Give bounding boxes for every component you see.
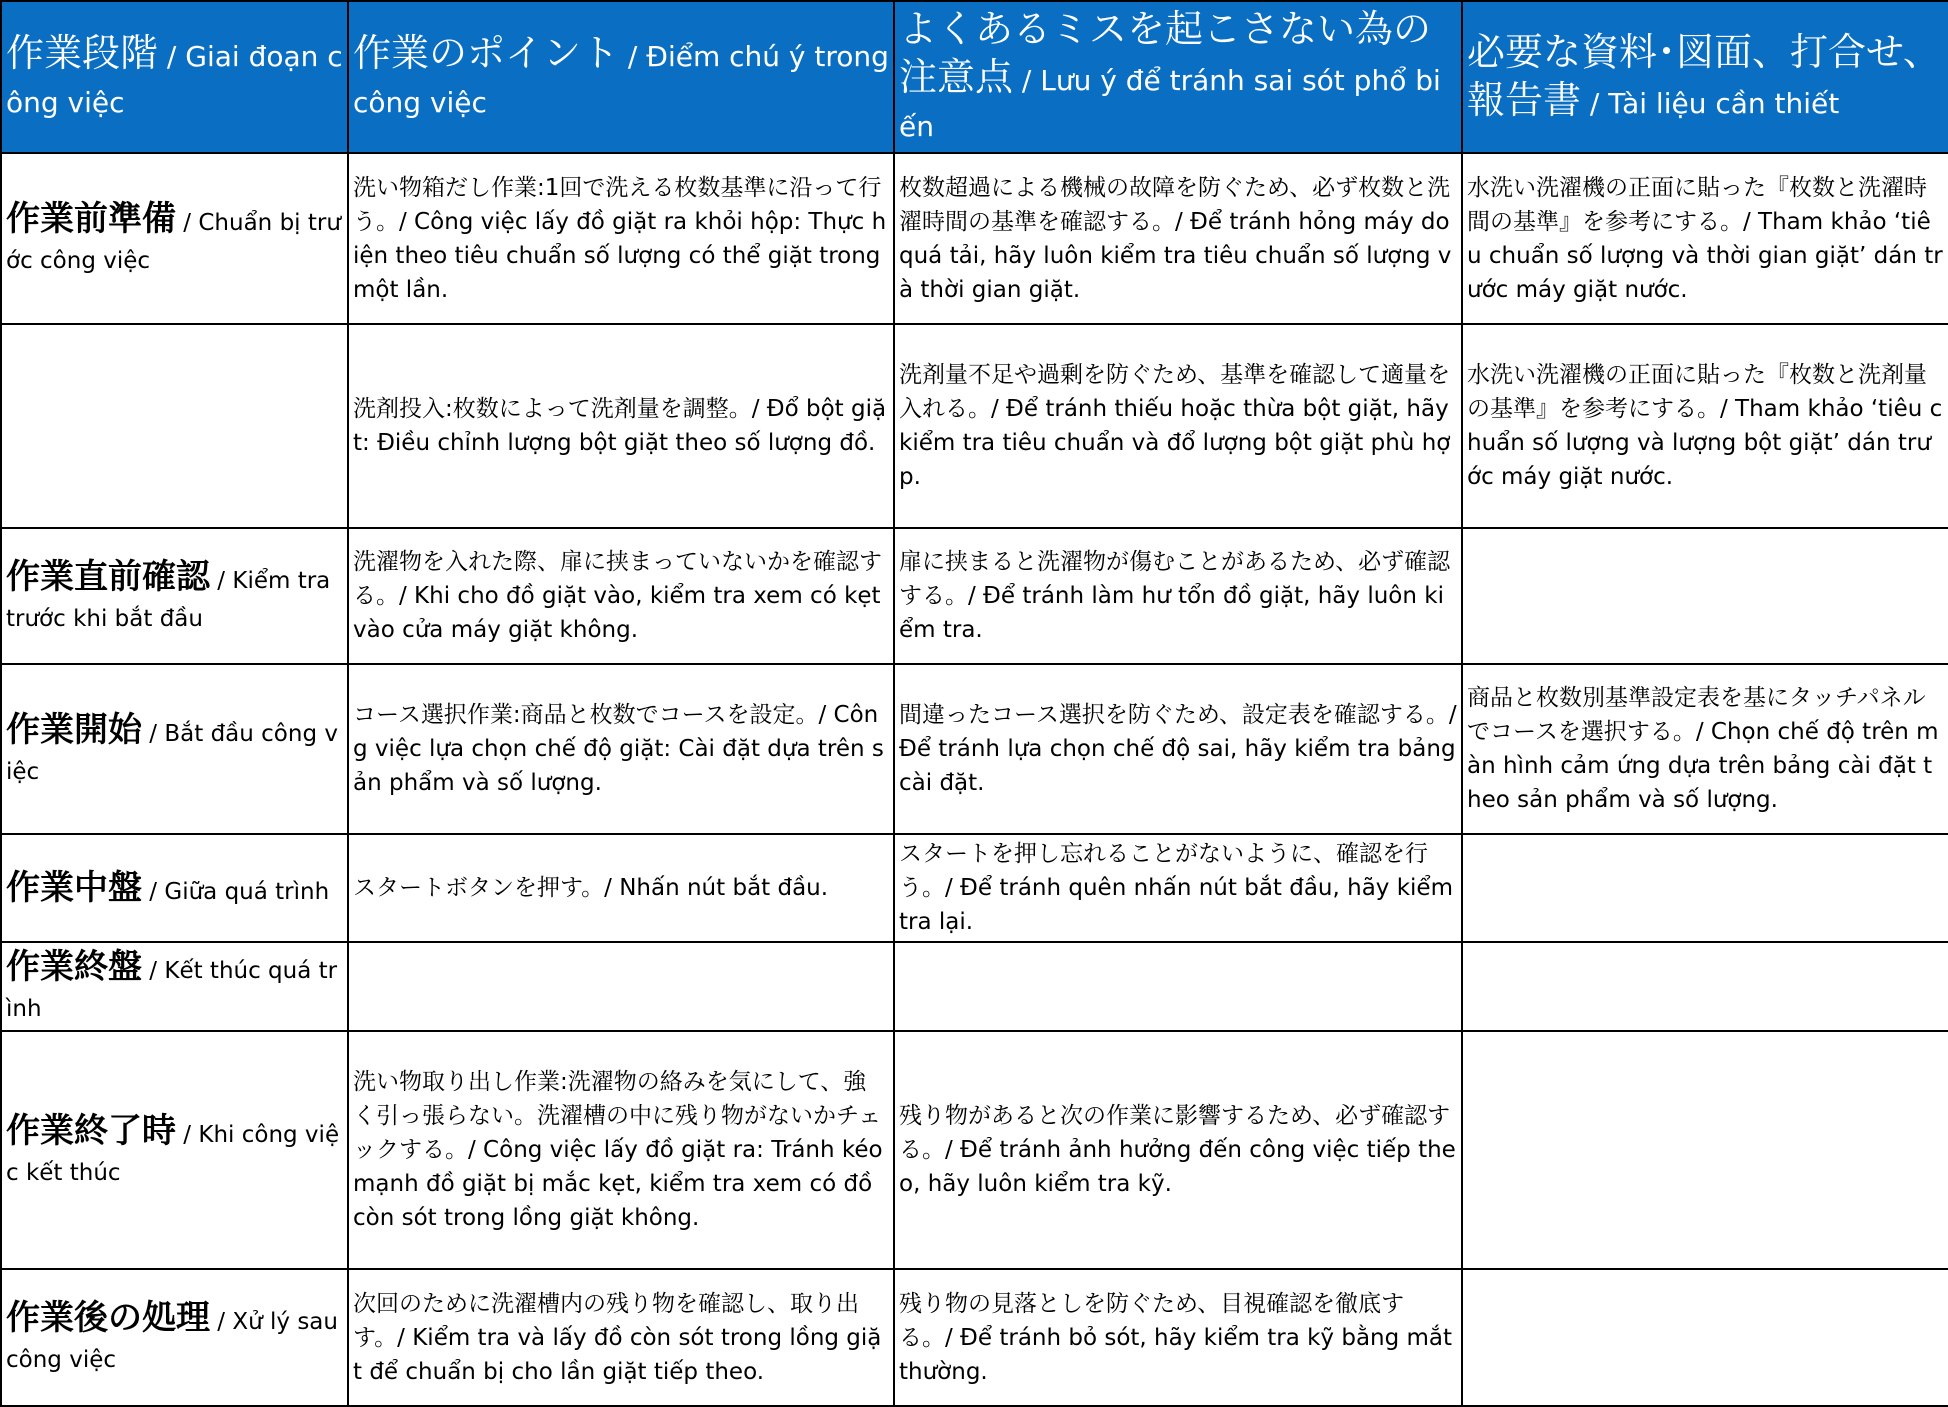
stage-jp: 作業前準備 [6, 199, 176, 239]
caution-cell[interactable]: 残り物の見落としを防ぐため、目視確認を徹底する。/ Để tránh bỏ sót, hãy kiểm tra kỹ bằng mắt thường. [894, 1269, 1462, 1406]
caution-cell[interactable]: 残り物があると次の作業に影響するため、必ず確認する。/ Để tránh ảnh hưởng đến công việc tiếp theo, hãy luôn kiểm tra kỹ. [894, 1031, 1462, 1269]
header-point[interactable] [348, 1, 894, 153]
point-cell[interactable]: 洗い物箱だし作業:1回で洗える枚数基準に沿って行う。/ Công việc lấy đồ giặt ra khỏi hộp: Thực hiện theo tiêu chuẩn số lượng có thể giặt trong một lần. [348, 153, 894, 324]
caution-cell[interactable]: 洗剤量不足や過剰を防ぐため、基準を確認して適量を入れる。/ Để tránh thiếu hoặc thừa bột giặt, hãy kiểm tra tiêu chuẩn và đổ lượng bột giặt phù hợp. [894, 324, 1462, 528]
table-row [1, 324, 1948, 528]
header-point-jp: 作業のポイント [353, 30, 620, 75]
documents-cell[interactable]: 水洗い洗濯機の正面に貼った『枚数と洗濯時間の基準』を参考にする。/ Tham khảo ‘tiêu chuẩn số lượng và thời gian giặt’ dán trước máy giặt nước. [1462, 153, 1948, 324]
stage-cell[interactable] [1, 1269, 348, 1406]
table-row [1, 1031, 1948, 1269]
stage-vi: / Kết thúc quá trình [6, 958, 338, 1022]
point-cell[interactable]: スタートボタンを押す。/ Nhấn nút bắt đầu. [348, 834, 894, 942]
caution-cell[interactable]: 間違ったコース選択を防ぐため、設定表を確認する。/ Để tránh lựa chọn chế độ sai, hãy kiểm tra bảng cài đặt. [894, 664, 1462, 834]
header-caution-jp: よくあるミスを起こさない為の注意点 [899, 6, 1432, 99]
stage-jp: 作業開始 [6, 709, 142, 750]
stage-cell[interactable] [1, 1031, 348, 1269]
stage-cell[interactable] [1, 528, 348, 664]
documents-cell[interactable]: 水洗い洗濯機の正面に貼った『枚数と洗剤量の基準』を参考にする。/ Tham khảo ‘tiêu chuẩn số lượng và lượng bột giặt’ dán trước máy giặt nước. [1462, 324, 1948, 528]
header-row [1, 1, 1948, 153]
caution-cell[interactable]: 枚数超過による機械の故障を防ぐため、必ず枚数と洗濯時間の基準を確認する。/ Để tránh hỏng máy do quá tải, hãy luôn kiểm tra tiêu chuẩn số lượng và thời gian giặt. [894, 153, 1462, 324]
header-documents[interactable] [1462, 1, 1948, 153]
stage-jp: 作業中盤 [6, 867, 142, 908]
stage-jp: 作業後の処理 [6, 1298, 210, 1338]
header-stage[interactable] [1, 1, 348, 153]
point-cell[interactable]: 洗濯物を入れた際、扉に挟まっていないかを確認する。/ Khi cho đồ giặt vào, kiểm tra xem có kẹt vào cửa máy giặt không. [348, 528, 894, 664]
documents-cell[interactable] [1462, 834, 1948, 942]
stage-jp: 作業直前確認 [6, 556, 210, 597]
stage-jp: 作業終了時 [6, 1110, 176, 1151]
table-row [1, 834, 1948, 942]
stage-cell[interactable] [1, 834, 348, 942]
stage-cell[interactable] [1, 324, 348, 528]
table-row [1, 942, 1948, 1031]
documents-cell[interactable] [1462, 1031, 1948, 1269]
stage-vi: / Bắt đầu công việc [6, 720, 338, 785]
header-point-vi: / Điểm chú ý trong công việc [353, 39, 889, 119]
header-caution[interactable] [894, 1, 1462, 153]
stage-cell[interactable] [1, 664, 348, 834]
table-row [1, 153, 1948, 324]
documents-cell[interactable] [1462, 942, 1948, 1031]
point-cell[interactable]: 次回のために洗濯槽内の残り物を確認し、取り出す。/ Kiểm tra và lấy đồ còn sót trong lồng giặt để chuẩn bị cho lần giặt tiếp theo. [348, 1269, 894, 1406]
point-cell[interactable]: 洗い物取り出し作業:洗濯物の絡みを気にして、強く引っ張らない。洗濯槽の中に残り物がないかチェックする。/ Công việc lấy đồ giặt ra: Tránh kéo mạnh đồ giặt bị mắc kẹt, kiểm tra xem có đồ còn sót trong lồng giặt không. [348, 1031, 894, 1269]
point-cell[interactable]: コース選択作業:商品と枚数でコースを設定。/ Công việc lựa chọn chế độ giặt: Cài đặt dựa trên sản phẩm và số lượng. [348, 664, 894, 834]
stage-vi: / Khi công việc kết thúc [6, 1121, 340, 1186]
stage-vi: / Giữa quá trình [142, 878, 330, 905]
header-caution-vi: / Lưu ý để tránh sai sót phổ biến [899, 63, 1441, 143]
documents-cell[interactable] [1462, 528, 1948, 664]
header-stage-vi: / Giai đoạn công việc [6, 39, 343, 119]
stage-vi: / Chuẩn bị trước công việc [6, 210, 341, 274]
stage-cell[interactable] [1, 153, 348, 324]
table-header [1, 1, 1948, 153]
table-row [1, 528, 1948, 664]
header-stage-jp: 作業段階 [6, 30, 159, 75]
point-cell[interactable] [348, 942, 894, 1031]
caution-cell[interactable] [894, 942, 1462, 1031]
table-row [1, 1269, 1948, 1406]
table-row [1, 664, 1948, 834]
header-documents-jp: 必要な資料･図面、打合せ、報告書 [1467, 29, 1941, 122]
point-cell[interactable]: 洗剤投入:枚数によって洗剤量を調整。/ Đổ bột giặt: Điều chỉnh lượng bột giặt theo số lượng đồ. [348, 324, 894, 528]
header-documents-vi: / Tài liệu cần thiết [1581, 86, 1840, 120]
documents-cell[interactable]: 商品と枚数別基準設定表を基にタッチパネルでコースを選択する。/ Chọn chế độ trên màn hình cảm ứng dựa trên bảng cài đặt theo sản phẩm và số lượng. [1462, 664, 1948, 834]
stage-jp: 作業終盤 [6, 947, 142, 987]
stage-cell[interactable] [1, 942, 348, 1031]
table-body [1, 153, 1948, 1406]
documents-cell[interactable] [1462, 1269, 1948, 1406]
stage-vi: / Xử lý sau công việc [6, 1309, 338, 1373]
caution-cell[interactable]: 扉に挟まると洗濯物が傷むことがあるため、必ず確認する。/ Để tránh làm hư tổn đồ giặt, hãy luôn kiểm tra. [894, 528, 1462, 664]
stage-vi: / Kiểm tra trước khi bắt đầu [6, 567, 331, 632]
caution-cell[interactable]: スタートを押し忘れることがないように、確認を行う。/ Để tránh quên nhấn nút bắt đầu, hãy kiểm tra lại. [894, 834, 1462, 942]
